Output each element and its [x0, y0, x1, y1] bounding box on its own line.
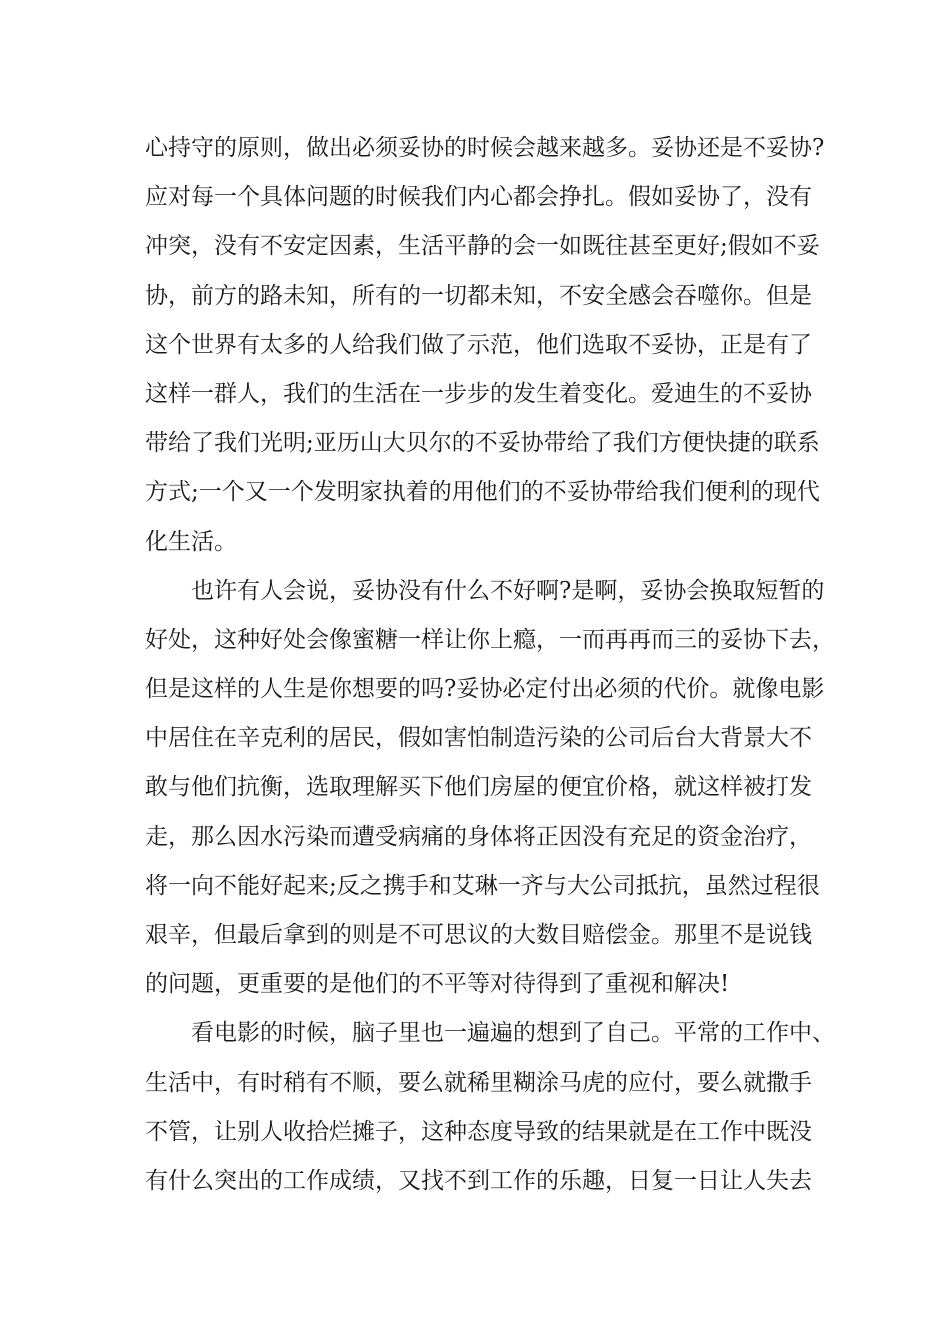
text-line: 冲突，没有不安定因素，生活平静的会一如既往甚至更好;假如不妥	[145, 233, 820, 260]
text-line: 看电影的时候，脑子里也一遍遍的想到了自己。平常的工作中、	[191, 1020, 835, 1047]
text-line: 中居住在辛克利的居民，假如害怕制造污染的公司后台大背景大不	[145, 725, 812, 752]
text-line: 艰辛，但最后拿到的则是不可思议的大数目赔偿金。那里不是说钱	[145, 922, 812, 948]
text-line: 心持守的原则，做出必须妥协的时候会越来越多。妥协还是不妥协?	[145, 135, 825, 161]
paragraph	[145, 1009, 835, 1206]
text-line: 生活中，有时稍有不顺，要么就稀里糊涂马虎的应付，要么就撒手	[145, 1069, 812, 1096]
body-text	[145, 124, 835, 1206]
text-line: 有什么突出的工作成绩，又找不到工作的乐趣，日复一日让人失去	[145, 1167, 812, 1194]
text-line: 敢与他们抗衡，选取理解买下他们房屋的便宜价格，就这样被打发	[145, 774, 812, 801]
text-line: 将一向不能好起来;反之携手和艾琳一齐与大公司抵抗，虽然过程很	[145, 872, 820, 899]
text-line: 化生活。	[145, 528, 237, 555]
text-line: 的问题，更重要的是他们的不平等对待得到了重视和解决!	[145, 971, 730, 998]
text-line: 走，那么因水污染而遭受病痛的身体将正因没有充足的资金治疗，	[145, 823, 812, 850]
text-line: 也许有人会说，妥协没有什么不好啊?是啊，妥协会换取短暂的	[191, 577, 825, 604]
text-line: 好处，这种好处会像蜜糖一样让你上瘾，一而再再而三的妥协下去，	[145, 626, 835, 653]
text-line: 应对每一个具体问题的时候我们内心都会挣扎。假如妥协了，没有	[145, 184, 812, 211]
text-line: 不管，让别人收拾烂摊子，这种态度导致的结果就是在工作中既没	[145, 1118, 812, 1145]
text-line: 方式;一个又一个发明家执着的用他们的不妥协带给我们便利的现代	[145, 479, 820, 506]
text-line: 这样一群人，我们的生活在一步步的发生着变化。爱迪生的不妥协	[145, 380, 812, 407]
paragraph	[145, 567, 835, 1010]
text-line: 带给了我们光明;亚历山大贝尔的不妥协带给了我们方便快捷的联系	[145, 430, 820, 457]
text-line: 但是这样的人生是你想要的吗?妥协必定付出必须的代价。就像电影	[145, 676, 825, 703]
text-line: 协，前方的路未知，所有的一切都未知，不安全感会吞噬你。但是	[145, 282, 812, 309]
paragraph	[145, 124, 825, 567]
text-line: 这个世界有太多的人给我们做了示范，他们选取不妥协，正是有了	[145, 331, 812, 358]
